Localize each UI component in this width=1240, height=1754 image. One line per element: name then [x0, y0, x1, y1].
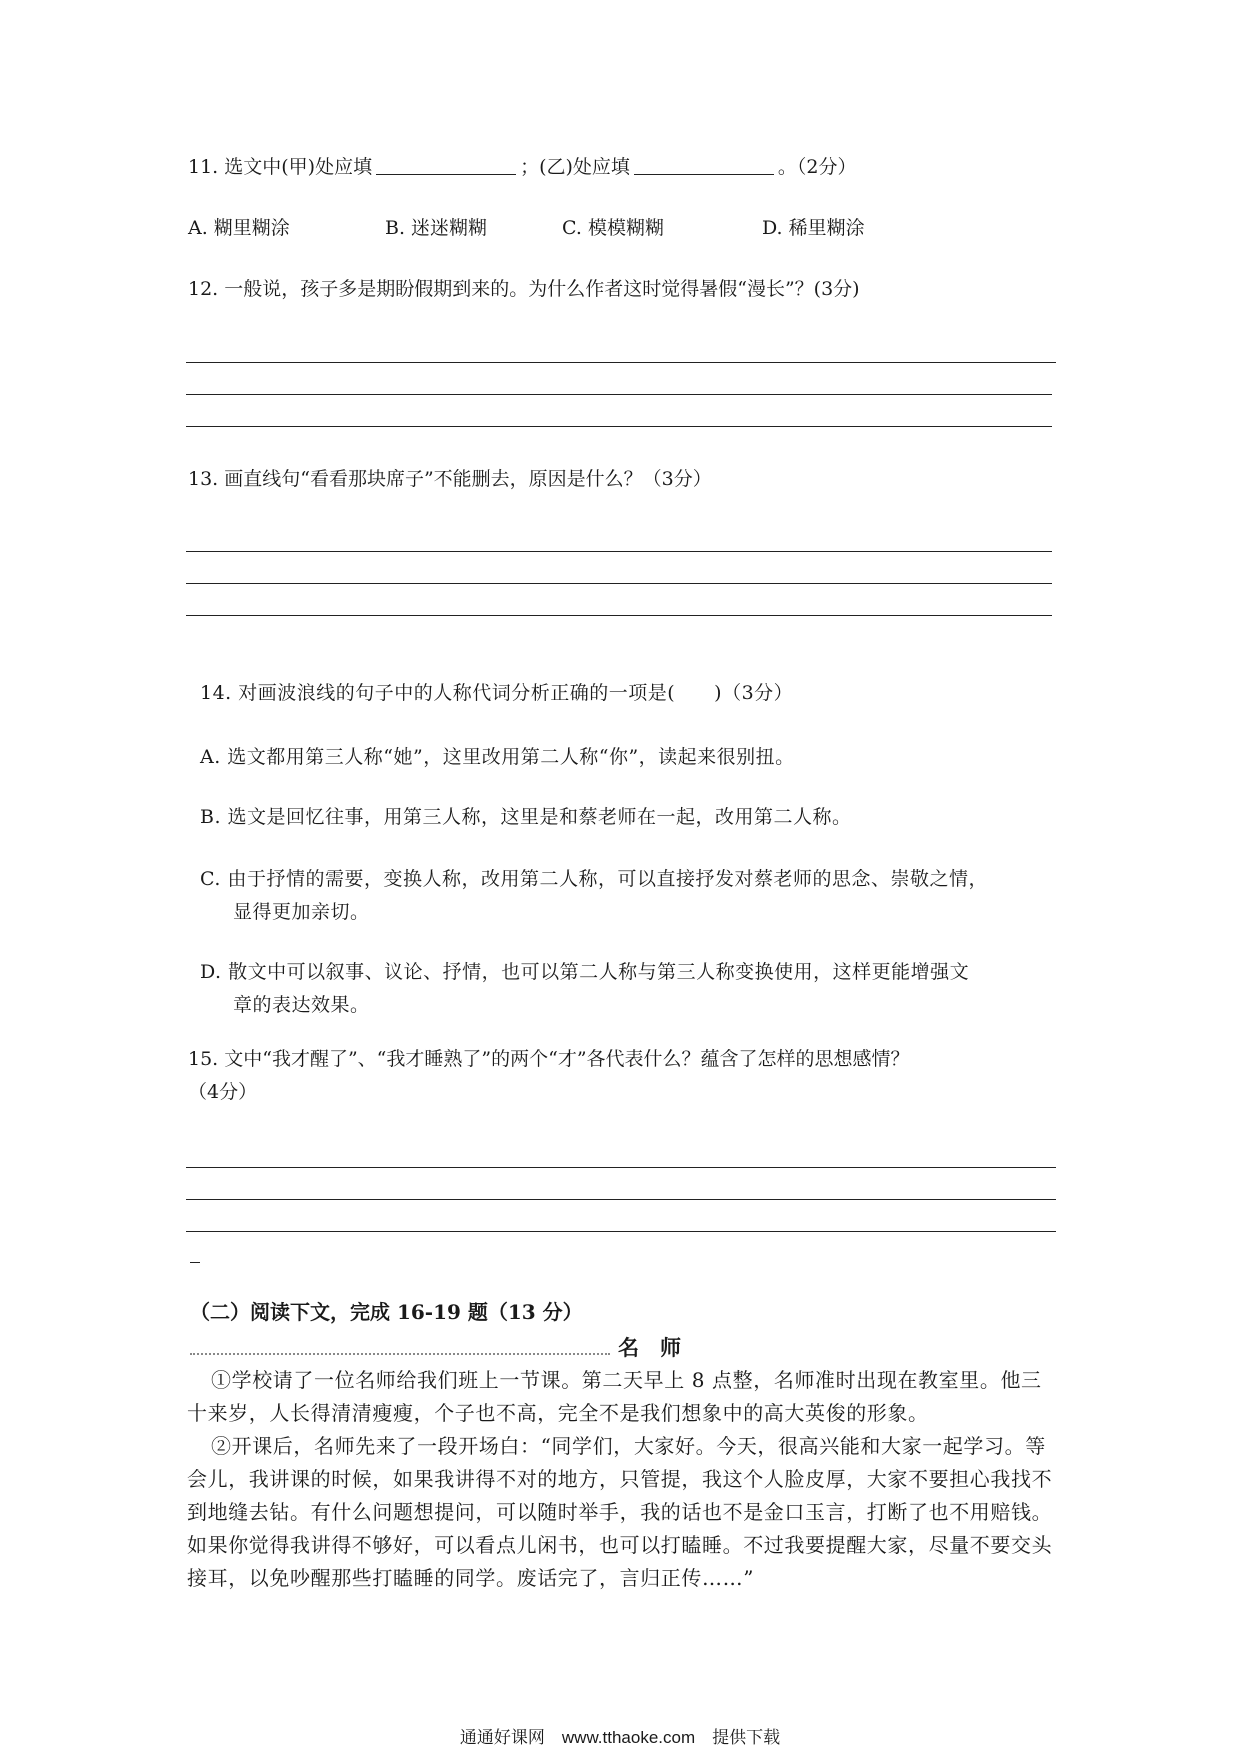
q11-option-b: B. 迷迷糊糊: [385, 217, 488, 239]
passage-title: 名 师: [618, 1335, 681, 1360]
question-12: 12. 一般说，孩子多是期盼假期到来的。为什么作者这时觉得暑假“漫长”？(3分): [188, 278, 860, 300]
q14-option-d-line-2: 章的表达效果。: [233, 994, 370, 1016]
q11-option-a: A. 糊里糊涂: [188, 217, 290, 239]
q13-answer-line-3[interactable]: [186, 615, 1052, 616]
question-14: 14. 对画波浪线的句子中的人称代词分析正确的一项是( )（3分）: [200, 682, 794, 704]
q14-option-c-line-1: C. 由于抒情的需要，变换人称，改用第二人称，可以直接抒发对蔡老师的思念、崇敬之情，: [200, 868, 988, 890]
question-15-line-2: （4分）: [188, 1081, 258, 1103]
q11-prefix: 11. 选文中(甲)处应填: [188, 156, 373, 178]
q13-answer-line-2[interactable]: [186, 583, 1052, 584]
q11-blank-jia[interactable]: [376, 156, 516, 175]
dotted-divider: [190, 1353, 610, 1355]
q12-answer-line-1[interactable]: [186, 362, 1056, 363]
q11-middle: ；(乙)处应填: [520, 156, 630, 178]
q15-answer-line-3[interactable]: [186, 1231, 1056, 1232]
q14-option-b: B. 选文是回忆往事，用第三人称，这里是和蔡老师在一起，改用第二人称。: [200, 806, 852, 828]
stray-mark: [190, 1262, 200, 1263]
question-15-line-1: 15. 文中“我才醒了”、“我才睡熟了”的两个“才”各代表什么？蕴含了怎样的思想感情？: [188, 1048, 910, 1070]
section-2-heading: （二）阅读下文，完成 16-19 题（13 分）: [190, 1300, 583, 1324]
q11-option-c: C. 模模糊糊: [562, 217, 664, 239]
q14-option-c-line-2: 显得更加亲切。: [233, 901, 370, 923]
page-footer: 通通好课网 www.tthaoke.com 提供下载: [459, 1728, 781, 1747]
q15-answer-line-1[interactable]: [186, 1167, 1056, 1168]
passage-body: [187, 1364, 1057, 1595]
q12-answer-line-3[interactable]: [186, 426, 1052, 427]
passage-paragraph-2: ②开课后，名师先来了一段开场白：“同学们，大家好。今天，很高兴能和大家一起学习。等会儿，我讲课的时候，如果我讲得不对的地方，只管提，我这个人脸皮厚，大家不要担心我找不到地缝去钻。有什么问题想提问，可以随时举手，我的话也不是金口玉言，打断了也不用赔钱。如果你觉得我讲得不够好，可以看点儿闲书，也可以打瞌睡。不过我要提醒大家，尽量不要交头接耳，以免吵醒那些打瞌睡的同学。废话完了，言归正传……”: [187, 1434, 1053, 1590]
passage-paragraph-1: ①学校请了一位名师给我们班上一节课。第二天早上 8 点整，名师准时出现在教室里。他三十来岁，人长得清清瘦瘦，个子也不高，完全不是我们想象中的高大英俊的形象。: [187, 1368, 1042, 1425]
q13-answer-line-1[interactable]: [186, 551, 1052, 552]
question-13: 13. 画直线句“看看那块席子”不能删去，原因是什么？（3分）: [188, 468, 712, 490]
q11-suffix: 。（2分）: [777, 156, 857, 178]
q14-option-d-line-1: D. 散文中可以叙事、议论、抒情，也可以第二人称与第三人称变换使用，这样更能增强文: [200, 961, 970, 983]
q14-option-a: A. 选文都用第三人称“她”，这里改用第二人称“你”，读起来很别扭。: [200, 746, 795, 768]
q11-blank-yi[interactable]: [634, 156, 774, 175]
q15-answer-line-2[interactable]: [186, 1199, 1056, 1200]
q11-option-d: D. 稀里糊涂: [762, 217, 865, 239]
q12-answer-line-2[interactable]: [186, 394, 1052, 395]
question-11: [188, 156, 857, 177]
